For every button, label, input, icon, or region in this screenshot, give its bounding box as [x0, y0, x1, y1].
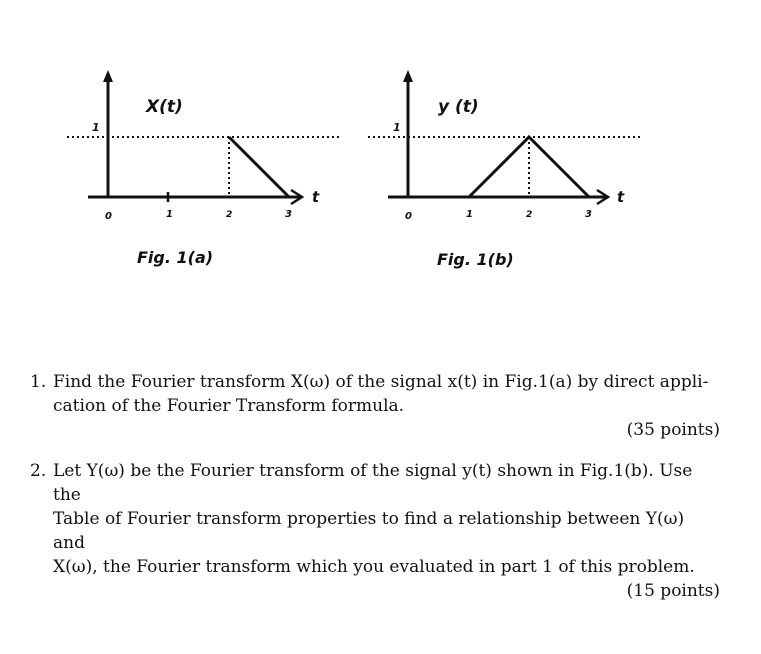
fig1a-tick-label-3: 3	[285, 209, 292, 220]
problem-1	[30, 370, 720, 442]
problem-2-line-1: Let Y(ω) be the Fourier transform of the signal y(t) shown in Fig.1(b). Use the	[53, 461, 693, 505]
problem-2-line-3: X(ω), the Fourier transform which you evaluated in part 1 of this problem.	[53, 557, 695, 577]
fig1b-tick-label-2: 2	[526, 210, 533, 220]
fig1b-signal-label: y (t)	[438, 97, 479, 117]
problem-2	[30, 459, 720, 603]
fig1a-tick-label-0: 0	[105, 211, 112, 222]
problem-2-line-2: Table of Fourier transform properties to find a relationship between Y(ω) and	[53, 509, 685, 553]
fig1b-tick-label-0: 0	[405, 211, 412, 222]
fig1a-vertical-arrowhead	[103, 70, 113, 82]
fig1a-caption: Fig. 1(a)	[137, 248, 214, 267]
problem-2-number: 2.	[30, 461, 47, 481]
fig1a-tick-label-1: 1	[166, 209, 173, 220]
problem-2-text	[53, 459, 720, 603]
problem-1-line-1: Find the Fourier transform X(ω) of the signal x(t) in Fig.1(a) by direct appli-	[53, 372, 709, 392]
fig1b-amplitude-label: 1	[393, 121, 401, 134]
fig1b-tick-label-3: 3	[585, 209, 592, 220]
problem-1-number: 1.	[30, 372, 47, 392]
fig1a-signal-label: X(t)	[146, 97, 183, 117]
figures-area	[0, 0, 761, 300]
problem-1-points: (35 points)	[626, 420, 720, 440]
figure-1b	[368, 70, 640, 269]
fig1a-tick-label-2: 2	[226, 210, 233, 220]
fig1a-signal-ramp	[229, 137, 289, 197]
fig1b-axis-var: t	[617, 188, 625, 206]
problem-1-text	[53, 370, 720, 442]
problem-1-line-2: cation of the Fourier Transform formula.	[53, 396, 405, 416]
fig1b-caption: Fig. 1(b)	[437, 250, 514, 269]
figure-1a	[67, 70, 340, 267]
fig1a-amplitude-label: 1	[92, 121, 100, 134]
problem-2-points: (15 points)	[626, 581, 720, 601]
fig1b-vertical-arrowhead	[403, 70, 413, 82]
fig1b-tick-label-1: 1	[466, 209, 473, 220]
fig1a-axis-var: t	[312, 188, 320, 206]
